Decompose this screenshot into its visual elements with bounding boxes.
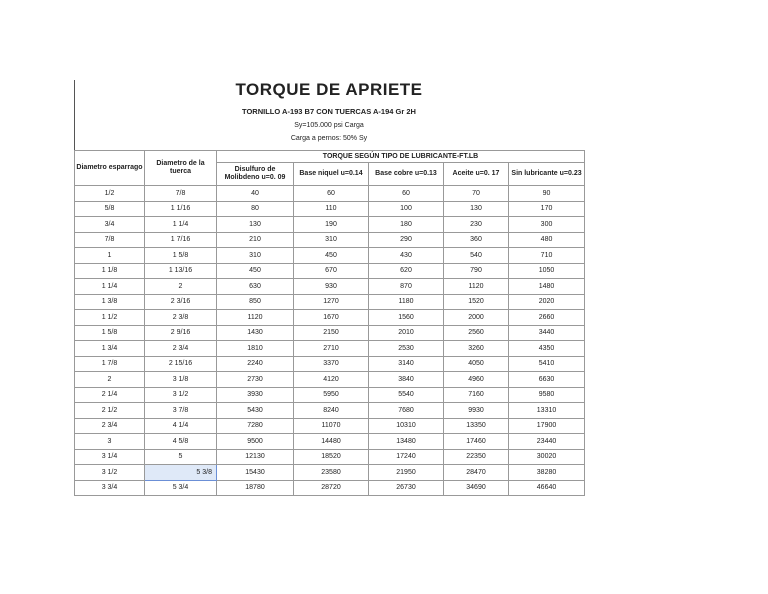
table-cell[interactable]: 2 3/4 [75,418,145,434]
table-cell[interactable]: 9930 [444,403,509,419]
table-cell[interactable]: 1 13/16 [145,263,217,279]
table-cell[interactable]: 3 1/8 [145,372,217,388]
table-cell[interactable]: 3260 [444,341,509,357]
table-cell[interactable]: 1520 [444,294,509,310]
table-cell[interactable]: 28720 [294,480,369,496]
table-cell[interactable]: 1 7/16 [145,232,217,248]
table-cell[interactable]: 3140 [369,356,444,372]
table-row [75,279,585,295]
table-cell[interactable]: 1050 [509,263,585,279]
table-cell[interactable]: 2 1/4 [75,387,145,403]
header-diametro-esparrago[interactable]: Diametro esparrago [75,151,145,186]
table-cell[interactable]: 620 [369,263,444,279]
table-cell[interactable]: 450 [217,263,294,279]
table-cell[interactable]: 1810 [217,341,294,357]
table-cell[interactable]: 8240 [294,403,369,419]
table-cell[interactable]: 3/4 [75,217,145,233]
table-row [75,232,585,248]
table-cell[interactable]: 7/8 [145,186,217,202]
table-cell[interactable]: 180 [369,217,444,233]
table-cell[interactable]: 40 [217,186,294,202]
table-cell[interactable]: 3 1/4 [75,449,145,465]
table-row [75,294,585,310]
table-cell[interactable]: 450 [294,248,369,264]
table-row [75,217,585,233]
table-cell[interactable]: 1 1/4 [145,217,217,233]
table-row [75,465,585,481]
group-header-torque[interactable]: TORQUE SEGÚN TIPO DE LUBRICANTE-FT.LB [217,151,585,163]
table-cell[interactable]: 6630 [509,372,585,388]
bolt-spec-subtitle: TORNILLO A-193 B7 CON TUERCAS A-194 Gr 2H [242,107,416,116]
table-cell[interactable]: 2660 [509,310,585,326]
table-cell[interactable]: 9500 [217,434,294,450]
table-row [75,434,585,450]
sheet-title: TORQUE DE APRIETE [235,80,423,99]
table-cell[interactable]: 80 [217,201,294,217]
table-cell[interactable]: 4350 [509,341,585,357]
table-cell[interactable]: 630 [217,279,294,295]
table-cell[interactable]: 60 [369,186,444,202]
table-cell[interactable]: 1480 [509,279,585,295]
table-cell[interactable]: 1 1/16 [145,201,217,217]
table-cell[interactable]: 4 5/8 [145,434,217,450]
table-cell[interactable]: 1 3/8 [75,294,145,310]
table-cell[interactable]: 1/2 [75,186,145,202]
table-cell[interactable]: 1560 [369,310,444,326]
table-cell[interactable]: 3 7/8 [145,403,217,419]
table-cell[interactable]: 2730 [217,372,294,388]
table-cell[interactable]: 3 1/2 [145,387,217,403]
table-cell[interactable]: 9580 [509,387,585,403]
table-cell[interactable]: 540 [444,248,509,264]
table-cell[interactable]: 310 [217,248,294,264]
sy-line: Sy=105.000 psi Carga [294,122,364,129]
table-cell[interactable]: 5 3/4 [145,480,217,496]
header-base-cobre[interactable]: Base cobre u=0.13 [369,163,444,186]
table-cell[interactable]: 1180 [369,294,444,310]
table-cell[interactable]: 3 3/4 [75,480,145,496]
table-cell[interactable]: 4120 [294,372,369,388]
table-cell[interactable]: 2150 [294,325,369,341]
table-cell[interactable]: 22350 [444,449,509,465]
table-row [75,372,585,388]
table-cell[interactable]: 1 3/4 [75,341,145,357]
table-cell[interactable]: 2000 [444,310,509,326]
table-cell[interactable]: 290 [369,232,444,248]
table-cell[interactable]: 10310 [369,418,444,434]
table-cell[interactable]: 17460 [444,434,509,450]
table-row [75,341,585,357]
table-row [75,356,585,372]
table-cell[interactable]: 70 [444,186,509,202]
table-cell[interactable]: 2 3/4 [145,341,217,357]
table-row [75,403,585,419]
table-cell[interactable]: 1 5/8 [145,248,217,264]
table-cell[interactable]: 1430 [217,325,294,341]
carga-line: Carga a pernos: 50% Sy [290,135,368,142]
table-cell[interactable]: 790 [444,263,509,279]
table-cell[interactable]: 3 1/2 [75,465,145,481]
table-cell[interactable]: 60 [294,186,369,202]
table-cell[interactable]: 12130 [217,449,294,465]
table-cell[interactable]: 14480 [294,434,369,450]
table-cell[interactable]: 13310 [509,403,585,419]
table-cell[interactable]: 3440 [509,325,585,341]
table-cell[interactable]: 100 [369,201,444,217]
table-cell[interactable]: 5540 [369,387,444,403]
table-cell[interactable]: 710 [509,248,585,264]
table-cell[interactable]: 5/8 [75,201,145,217]
table-cell[interactable]: 5950 [294,387,369,403]
table-cell[interactable]: 2560 [444,325,509,341]
table-cell[interactable]: 23440 [509,434,585,450]
table-cell[interactable]: 1120 [217,310,294,326]
header-sin-lubricante[interactable]: Sin lubricante u=0.23 [509,163,585,186]
table-row [75,325,585,341]
table-row [75,263,585,279]
table-cell[interactable]: 670 [294,263,369,279]
table-cell[interactable]: 870 [369,279,444,295]
table-cell[interactable]: 2 3/16 [145,294,217,310]
table-cell[interactable]: 7680 [369,403,444,419]
table-cell[interactable]: 7160 [444,387,509,403]
table-cell[interactable]: 930 [294,279,369,295]
table-cell[interactable]: 4960 [444,372,509,388]
table-cell[interactable]: 130 [217,217,294,233]
table-cell[interactable]: 3 [75,434,145,450]
table-cell[interactable]: 2 15/16 [145,356,217,372]
table-cell[interactable]: 300 [509,217,585,233]
table-cell[interactable]: 1 1/2 [75,310,145,326]
table-cell[interactable]: 21950 [369,465,444,481]
table-cell[interactable]: 2 [145,279,217,295]
table-body [75,186,585,496]
table-cell[interactable]: 18520 [294,449,369,465]
table-row [75,310,585,326]
table-cell[interactable]: 1270 [294,294,369,310]
table-cell[interactable]: 90 [509,186,585,202]
table-cell[interactable]: 2240 [217,356,294,372]
table-cell[interactable]: 1 1/4 [75,279,145,295]
header-diametro-tuerca[interactable]: Diametro de la tuerca [145,151,217,186]
table-cell[interactable]: 26730 [369,480,444,496]
table-cell[interactable]: 17900 [509,418,585,434]
torque-table [74,150,585,496]
table-cell[interactable]: 30020 [509,449,585,465]
table-cell[interactable]: 170 [509,201,585,217]
table-cell[interactable]: 13350 [444,418,509,434]
table-cell[interactable]: 23580 [294,465,369,481]
table-cell[interactable]: 2710 [294,341,369,357]
table-cell[interactable]: 130 [444,201,509,217]
table-cell[interactable]: 110 [294,201,369,217]
table-cell[interactable]: 360 [444,232,509,248]
table-cell[interactable]: 1 [75,248,145,264]
table-cell[interactable]: 5 [145,449,217,465]
table-cell[interactable]: 5410 [509,356,585,372]
header-disulfuro[interactable]: Disulfuro de Molibdeno u=0. 09 [217,163,294,186]
table-cell[interactable]: 18780 [217,480,294,496]
table-cell[interactable]: 480 [509,232,585,248]
table-cell[interactable]: 2 9/16 [145,325,217,341]
table-cell[interactable]: 230 [444,217,509,233]
table-cell[interactable]: 1120 [444,279,509,295]
table-cell[interactable]: 2 3/8 [145,310,217,326]
table-cell[interactable]: 1 7/8 [75,356,145,372]
table-cell[interactable]: 46640 [509,480,585,496]
table-row [75,449,585,465]
table-cell[interactable]: 7280 [217,418,294,434]
table-cell[interactable]: 5430 [217,403,294,419]
header-aceite[interactable]: Aceite u=0. 17 [444,163,509,186]
table-cell[interactable]: 4050 [444,356,509,372]
table-cell[interactable]: 34690 [444,480,509,496]
table-cell[interactable]: 11070 [294,418,369,434]
table-cell[interactable]: 13480 [369,434,444,450]
table-cell[interactable]: 310 [294,232,369,248]
table-cell[interactable]: 3930 [217,387,294,403]
table-cell[interactable]: 2 1/2 [75,403,145,419]
table-cell[interactable]: 7/8 [75,232,145,248]
table-cell[interactable]: 2530 [369,341,444,357]
table-cell[interactable]: 1670 [294,310,369,326]
table-cell[interactable]: 2020 [509,294,585,310]
table-cell[interactable]: 2010 [369,325,444,341]
selected-cell[interactable]: 5 3/8 [145,465,217,481]
table-cell[interactable]: 850 [217,294,294,310]
table-cell[interactable]: 190 [294,217,369,233]
table-row [75,201,585,217]
table-cell[interactable]: 1 1/8 [75,263,145,279]
table-cell[interactable]: 17240 [369,449,444,465]
table-cell[interactable]: 3840 [369,372,444,388]
header-base-niquel[interactable]: Base niquel u=0.14 [294,163,369,186]
table-cell[interactable]: 3370 [294,356,369,372]
table-cell[interactable]: 430 [369,248,444,264]
table-row [75,480,585,496]
table-row [75,387,585,403]
table-cell[interactable]: 210 [217,232,294,248]
table-cell[interactable]: 38280 [509,465,585,481]
table-cell[interactable]: 2 [75,372,145,388]
table-cell[interactable]: 4 1/4 [145,418,217,434]
table-cell[interactable]: 15430 [217,465,294,481]
table-row [75,248,585,264]
table-row [75,418,585,434]
table-cell[interactable]: 28470 [444,465,509,481]
table-cell[interactable]: 1 5/8 [75,325,145,341]
table-row [75,186,585,202]
